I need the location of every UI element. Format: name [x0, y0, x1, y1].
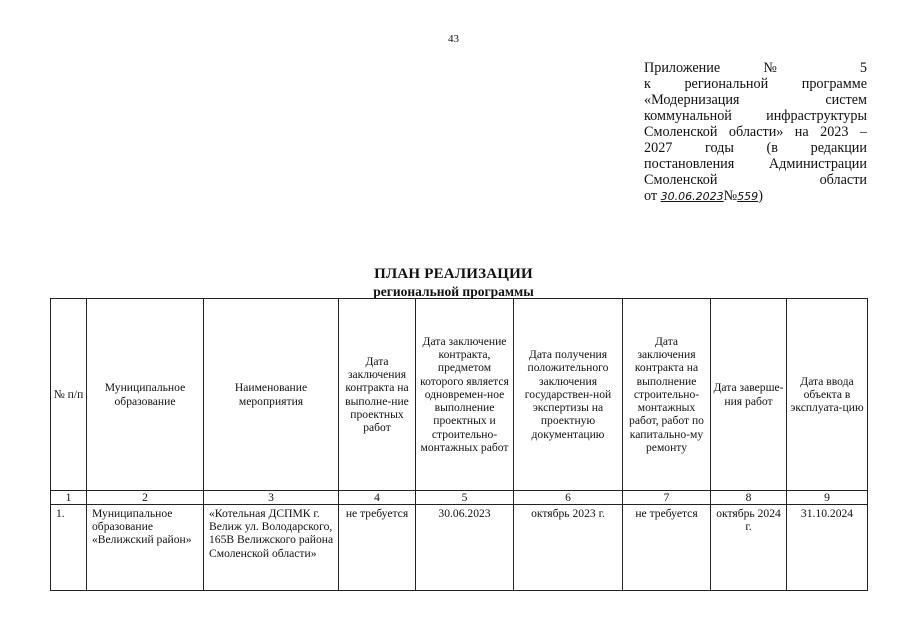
- column-header: № п/п: [51, 299, 87, 491]
- column-header: Муниципальное образование: [87, 299, 204, 491]
- design-contract-date-cell: не требуется: [339, 505, 416, 591]
- row-number-cell: 1.: [51, 505, 87, 591]
- handwritten-number: 559: [737, 190, 759, 203]
- appendix-line: к региональной программе: [644, 76, 867, 92]
- closing-paren: ): [758, 188, 763, 204]
- column-number: 9: [787, 491, 868, 505]
- appendix-signature-line: [644, 188, 867, 205]
- number-sign: №: [723, 188, 738, 204]
- appendix-line: Приложение № 5: [644, 60, 867, 76]
- column-number: 1: [51, 491, 87, 505]
- appendix-line: постановления Администрации: [644, 156, 867, 172]
- handwritten-date: 30.06.2023: [660, 190, 724, 203]
- column-header: Наименование мероприятия: [204, 299, 339, 491]
- column-number: 4: [339, 491, 416, 505]
- combined-contract-date-cell: 30.06.2023: [416, 505, 514, 591]
- appendix-line: Смоленской области: [644, 172, 867, 188]
- column-number: 6: [514, 491, 623, 505]
- appendix-line: «Модернизация систем: [644, 92, 867, 108]
- column-header: Дата ввода объекта в эксплуата-цию: [787, 299, 868, 491]
- appendix-line: 2027 годы (в редакции: [644, 140, 867, 156]
- implementation-plan-table: [50, 298, 868, 591]
- appendix-line: коммунальной инфраструктуры: [644, 108, 867, 124]
- column-number: 3: [204, 491, 339, 505]
- completion-date-cell: октябрь 2024 г.: [711, 505, 787, 591]
- column-header: Дата заключения контракта на выполне-ние проектных работ: [339, 299, 416, 491]
- commissioning-date-cell: 31.10.2024: [787, 505, 868, 591]
- event-name-cell: «Котельная ДСПМК г. Велиж ул. Володарского, 165В Велижского района Смоленской области»: [204, 505, 339, 591]
- municipality-cell: Муниципальное образование «Велижский район»: [87, 505, 204, 591]
- column-header: Дата получения положительного заключения государствен-ной экспертизы на проектную документацию: [514, 299, 623, 491]
- appendix-line: Смоленской области» на 2023 –: [644, 124, 867, 140]
- document-title: ПЛАН РЕАЛИЗАЦИИ: [374, 266, 533, 282]
- appendix-from-prefix: от: [644, 188, 658, 204]
- table-header-row: [51, 299, 868, 491]
- page-number: 43: [448, 33, 459, 45]
- column-header: Дата заверше-ния работ: [711, 299, 787, 491]
- column-header: Дата заключение контракта, предметом которого является одновремен-ное выполнение проектных и строительно-монтажных работ: [416, 299, 514, 491]
- column-number: 2: [87, 491, 204, 505]
- column-number: 7: [623, 491, 711, 505]
- expertise-date-cell: октябрь 2023 г.: [514, 505, 623, 591]
- appendix-note: [644, 60, 867, 205]
- table-row: [51, 505, 868, 591]
- column-number: 5: [416, 491, 514, 505]
- construction-contract-date-cell: не требуется: [623, 505, 711, 591]
- document-subtitle: региональной программы: [373, 284, 534, 299]
- column-number-row: [51, 491, 868, 505]
- column-header: Дата заключения контракта на выполнение строительно-монтажных работ, работ по капитально-му ремонту: [623, 299, 711, 491]
- column-number: 8: [711, 491, 787, 505]
